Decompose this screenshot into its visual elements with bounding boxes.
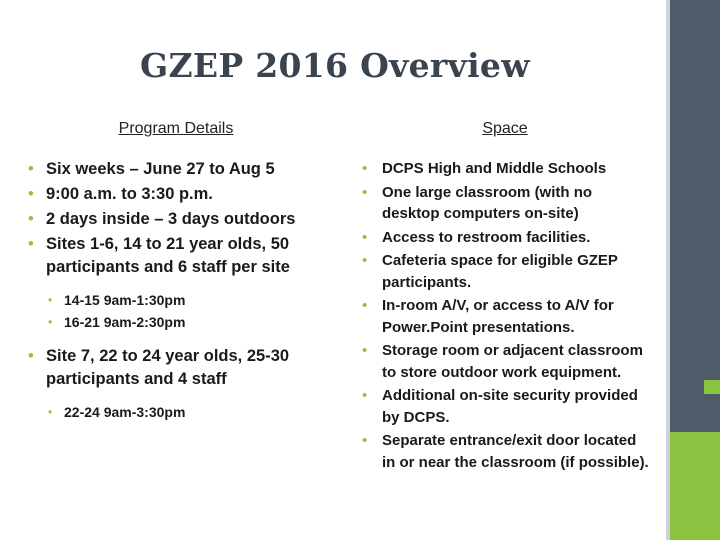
sub-list-item: • 22-24 9am-3:30pm (46, 401, 326, 423)
program-details-list (26, 158, 326, 279)
list-item: • DCPS High and Middle Schools (360, 158, 650, 180)
list-item: • Cafeteria space for eligible GZEP participants. (360, 250, 650, 293)
list-item: • Site 7, 22 to 24 year olds, 25-30 participants and 4 staff (26, 345, 326, 391)
space-heading: Space (482, 120, 528, 137)
list-item: • 2 days inside – 3 days outdoors (26, 208, 326, 231)
list-item: • 9:00 a.m. to 3:30 p.m. (26, 183, 326, 206)
list-item: • Additional on-site security provided by DCPS. (360, 385, 650, 428)
list-item: • Sites 1-6, 14 to 21 year olds, 50 participants and 6 staff per site (26, 233, 326, 279)
space-column (360, 120, 650, 475)
sub-list-item: • 14-15 9am-1:30pm (46, 289, 326, 311)
accent-block (670, 432, 720, 540)
program-details-heading: Program Details (118, 120, 234, 137)
list-item: • In-room A/V, or access to A/V for Power.Point presentations. (360, 295, 650, 338)
list-item: • Separate entrance/exit door located in or near the classroom (if possible). (360, 430, 650, 473)
list-item: • Access to restroom facilities. (360, 227, 650, 249)
site-7-schedule-list (46, 401, 326, 423)
slide-title: GZEP 2016 Overview (140, 46, 530, 85)
program-details-column (26, 120, 326, 435)
program-details-list-continued (26, 345, 326, 391)
list-item: • Storage room or adjacent classroom to store outdoor work equipment. (360, 340, 650, 383)
list-item: • Six weeks – June 27 to Aug 5 (26, 158, 326, 181)
sub-list-item: • 16-21 9am-2:30pm (46, 311, 326, 333)
sites-1-6-schedule-list (46, 289, 326, 333)
accent-mark (704, 380, 720, 394)
space-list (360, 158, 650, 473)
list-item: • One large classroom (with no desktop computers on-site) (360, 182, 650, 225)
